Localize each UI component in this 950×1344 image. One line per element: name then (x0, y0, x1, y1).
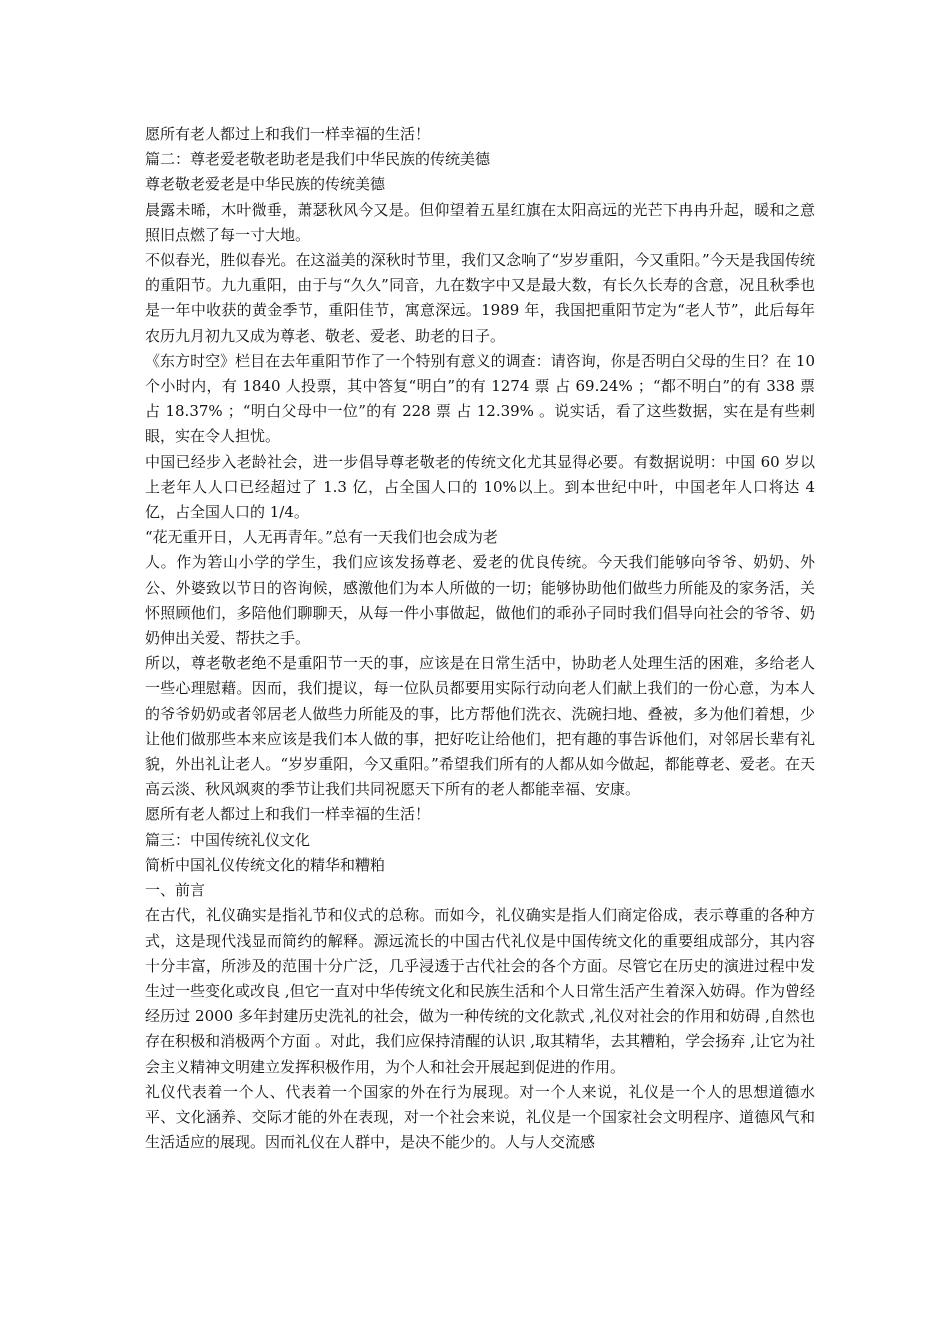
paragraph: 不似春光，胜似春光。在这溢美的深秋时节里，我们又念响了“岁岁重阳，今又重阳。”今天是我国传统的重阳节。九九重阳，由于与“久久”同音，九在数字中又是最大数，有长久长寿的含意，况且秋季也是一年中收获的黄金季节，重阳佳节，寓意深远。1989 年，我国把重阳节定为“老人节”，此后每年农历九月初九又成为尊老、敬老、爱老、助老的日子。 (145, 251, 815, 345)
article-title: 尊老敬老爱老是中华民族的传统美德 (145, 175, 386, 194)
paragraph: 愿所有老人都过上和我们一样幸福的生活！ (145, 125, 431, 143)
paragraph: 所以，尊老敬老绝不是重阳节一天的事，应该是在日常生活中，协助老人处理生活的困难，多给老人一些心理慰藉。因而，我们提议，每一位队员都要用实际行动向老人们献上我们的一份心意，为本人的爷爷奶奶或者邻居老人做些力所能及的事，比方帮他们洗衣、洗碗扫地、叠被，多为他们着想，少让他们做那些本来应该是我们本人做的事，把好吃让给他们，把有趣的事告诉他们，对邻居长辈有礼貌，外出礼让老人。“岁岁重阳，今又重阳。”希望我们所有的人都从如今做起，都能尊老、爱老。在天高云淡、秋风飒爽的季节让我们共同祝愿天下所有的老人都能幸福、安康。 (145, 654, 815, 799)
paragraph: 中国已经步入老龄社会，进一步倡导尊老敬老的传统文化尤其显得必要。有数据说明：中国 60 岁以上老年人人口已经超过了 1.3 亿，占全国人口的 10%以上。到本世纪中叶，中国老年人口将达 4 亿，占全国人口的 1/4。 (145, 452, 815, 522)
document-body (145, 122, 815, 1155)
paragraph: 愿所有老人都过上和我们一样幸福的生活！ (145, 805, 431, 824)
paragraph: 礼仪代表着一个人、代表着一个国家的外在行为展现。对一个人来说，礼仪是一个人的思想道德水平、文化涵养、交际才能的外在表现，对一个社会来说，礼仪是一个国家社会文明程序、道德风气和生活适应的展现。因而礼仪在人群中，是决不能少的。人与人交流感 (145, 1082, 815, 1152)
paragraph: 晨露未晞，木叶微垂，萧瑟秋风今又是。但仰望着五星红旗在太阳高远的光芒下冉冉升起，暖和之意照旧点燃了每一寸大地。 (145, 200, 815, 244)
paragraph: “花无重开日，人无再青年。”总有一天我们也会成为老 (145, 528, 498, 547)
section-heading: 篇三：中国传统礼仪文化 (145, 830, 311, 849)
article-title: 简析中国礼仪传统文化的精华和糟粕 (145, 855, 386, 874)
section-heading: 篇二：尊老爱老敬老助老是我们中华民族的传统美德 (145, 150, 491, 169)
subsection-heading: 一、前言 (145, 881, 206, 900)
paragraph: 《东方时空》栏目在去年重阳节作了一个特别有意义的调查：请咨询，你是否明白父母的生日？在 10 个小时内，有 1840 人投票，其中答复“明白”的有 1274 票 占 69.24% ；“都不明白”的有 338 票占 18.37% ；“明白父母中一位”的有 228 票 占 12.39% 。说实话，看了这些数据，实在是有些刺眼，实在令人担忧。 (145, 351, 815, 446)
paragraph: 在古代，礼仪确实是指礼节和仪式的总称。而如今，礼仪确实是指人们商定俗成，表示尊重的各种方式，这是现代浅显而简约的解释。源远流长的中国古代礼仪是中国传统文化的重要组成部分，其内容十分丰富，所涉及的范围十分广泛，几乎浸透于古代社会的各个方面。尽管它在历史的演进过程中发生过一些变化或改良 ,但它一直对中华传统文化和民族生活和个人日常生活产生着深入妨碍。作为曾经经历过 2000 多年封建历史洗礼的社会，做为一种传统的文化款式 ,礼仪对社会的作用和妨碍 ,自然也存在积极和消极两个方面 。对此，我们应保持清醒的认识 ,取其精华，去其糟粕，学会扬弃 ,让它为社会主义精神文明建立发挥积极作用，为个人和社会开展起到促进的作用。 (145, 906, 815, 1076)
paragraph: 人。作为箬山小学的学生，我们应该发扬尊老、爱老的优良传统。今天我们能够向爷爷、奶奶、外公、外婆致以节日的咨询候，感激他们为本人所做的一切；能够协助他们做些力所能及的家务活，关怀照顾他们，多陪他们聊聊天，从每一件小事做起，做他们的乖孙子同时我们倡导向社会的爷爷、奶奶伸出关爱、帮扶之手。 (145, 553, 815, 648)
